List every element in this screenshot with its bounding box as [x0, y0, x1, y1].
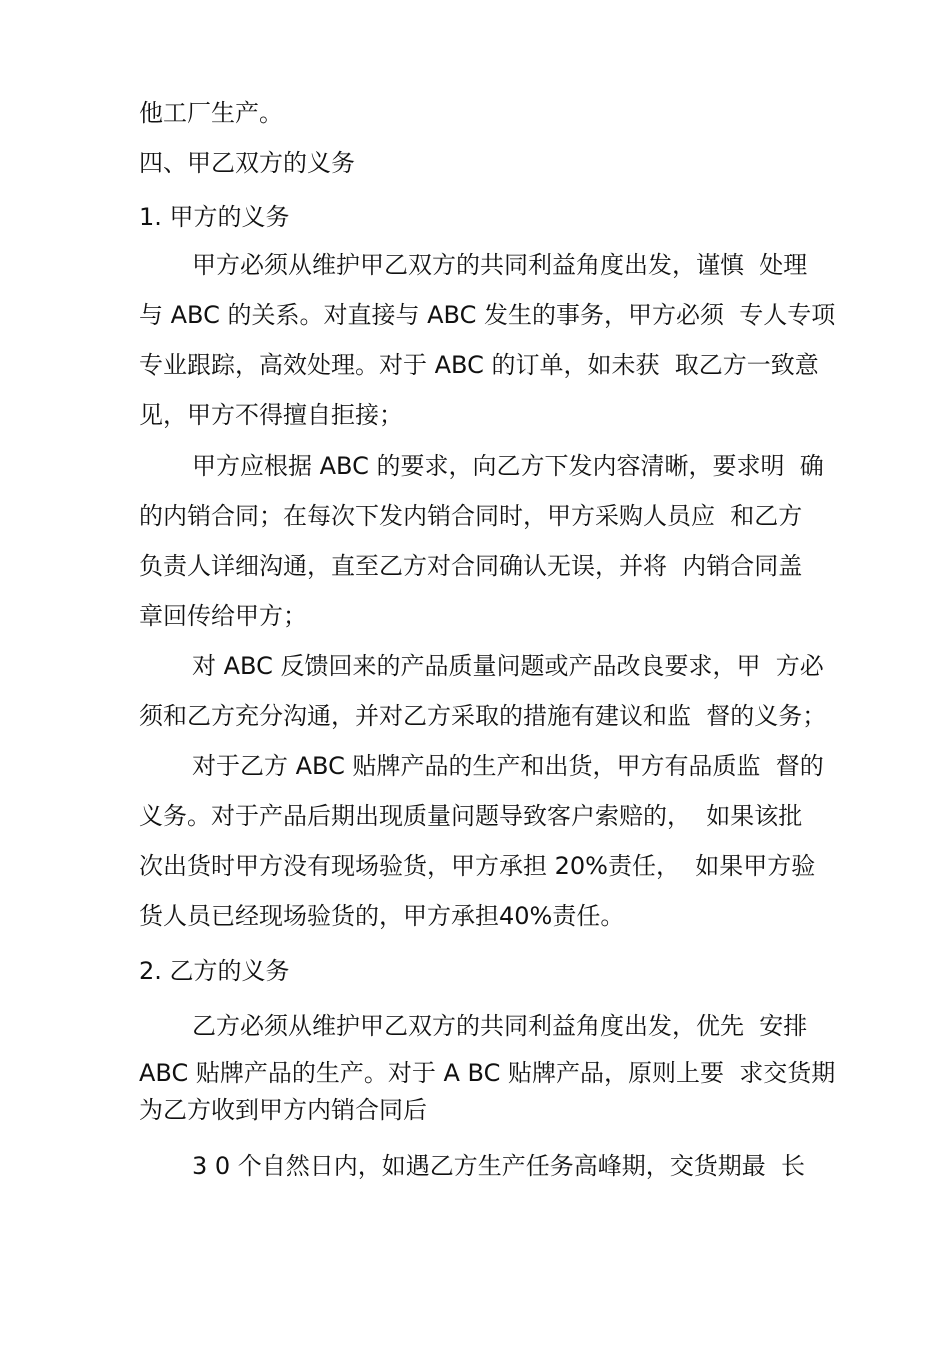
paragraph-line: 义务。对于产品后期出现质量问题导致客户索赔的， 如果该批: [139, 802, 803, 830]
paragraph-line: 负责人详细沟通，直至乙方对合同确认无误，并将 内销合同盖: [139, 552, 803, 580]
paragraph-line: 与 ABC 的关系。对直接与 ABC 发生的事务，甲方必须 专人专项: [139, 301, 836, 329]
paragraph-line: ABC 贴牌产品的生产。对于 A BC 贴牌产品，原则上要 求交货期: [139, 1059, 836, 1087]
paragraph-line: 为乙方收到甲方内销合同后: [139, 1096, 427, 1124]
paragraph-line: 须和乙方充分沟通，并对乙方采取的措施有建议和监 督的义务；: [139, 702, 827, 730]
paragraph-line: 甲方必须从维护甲乙双方的共同利益角度出发，谨慎 处理: [192, 251, 808, 279]
paragraph-line: 对于乙方 ABC 贴牌产品的生产和出货，甲方有品质监 督的: [192, 752, 824, 780]
section-heading: 四、甲乙双方的义务: [139, 149, 355, 177]
paragraph-line: 的内销合同；在每次下发内销合同时，甲方采购人员应 和乙方: [139, 502, 803, 530]
paragraph-line: 货人员已经现场验货的，甲方承担40%责任。: [139, 902, 625, 930]
paragraph-line: 3 0 个自然日内，如遇乙方生产任务高峰期，交货期最 长: [192, 1152, 806, 1180]
subsection-heading: 1. 甲方的义务: [139, 203, 290, 231]
paragraph-line: 次出货时甲方没有现场验货，甲方承担 20%责任， 如果甲方验: [139, 852, 816, 880]
paragraph-line: 甲方应根据 ABC 的要求，向乙方下发内容清晰，要求明 确: [192, 452, 824, 480]
paragraph-line: 见，甲方不得擅自拒接；: [139, 401, 403, 429]
paragraph-line: 对 ABC 反馈回来的产品质量问题或产品改良要求，甲 方必: [192, 652, 824, 680]
paragraph-line: 专业跟踪，高效处理。对于 ABC 的订单，如未获 取乙方一致意: [139, 351, 819, 379]
paragraph-line: 章回传给甲方；: [139, 602, 307, 630]
paragraph-line: 乙方必须从维护甲乙双方的共同利益角度出发，优先 安排: [192, 1012, 808, 1040]
subsection-heading: 2. 乙方的义务: [139, 957, 290, 985]
paragraph-line: 他工厂生产。: [139, 99, 283, 127]
